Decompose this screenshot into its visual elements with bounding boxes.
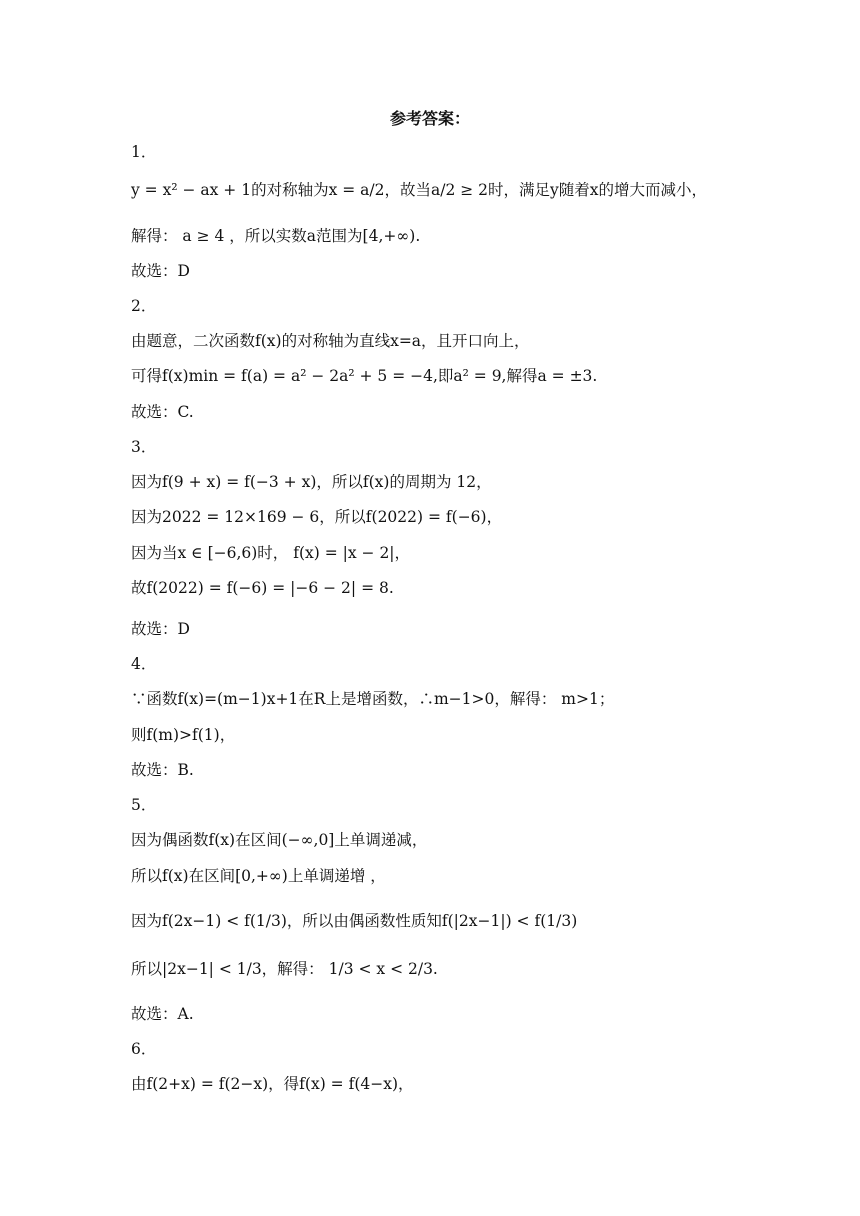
answer-line: 所以|2x−1| < 1/3，解得： 1/3 < x < 2/3.	[131, 960, 438, 978]
answer-line: 由题意，二次函数f(x)的对称轴为直线x=a，且开口向上，	[131, 332, 530, 350]
answer-line: 因为当x ∈ [−6,6)时， f(x) = |x − 2|，	[131, 544, 411, 562]
answer-line: 则f(m)>f(1)，	[131, 726, 236, 744]
answer-line: 5．	[131, 796, 157, 814]
answer-line: 4．	[131, 655, 157, 673]
answer-line: 因为2022 = 12×169 − 6，所以f(2022) = f(−6)，	[131, 508, 503, 526]
answer-line: 6．	[131, 1040, 157, 1058]
answer-line: 因为偶函数f(x)在区间(−∞,0]上单调递减，	[131, 831, 428, 849]
answer-line: 解得： a ≥ 4 ，所以实数a范围为[4,+∞).	[131, 227, 421, 245]
answer-line: 3．	[131, 438, 157, 456]
answer-line: 2．	[131, 297, 157, 315]
page-title: 参考答案：	[389, 109, 470, 128]
answer-line: 可得f(x)min = f(a) = a² − 2a² + 5 = −4,即a² = 9,解得a = ±3.	[131, 367, 598, 385]
answer-line: ∵函数f(x)=(m−1)x+1在R上是增函数，∴m−1>0，解得： m>1；	[131, 690, 615, 708]
answer-line: 故选：B.	[131, 761, 194, 779]
answer-line: 故f(2022) = f(−6) = |−6 − 2| = 8.	[131, 579, 394, 597]
answer-line: 故选：C.	[131, 403, 194, 421]
answer-line: 故选：D	[131, 262, 190, 280]
answer-line: 所以f(x)在区间[0,+∞)上单调递增 ，	[131, 867, 386, 885]
answer-line: 故选：D	[131, 620, 190, 638]
answer-line: 因为f(9 + x) = f(−3 + x)，所以f(x)的周期为 12，	[131, 473, 492, 491]
answer-line: 由f(2+x) = f(2−x)，得f(x) = f(4−x)，	[131, 1075, 414, 1093]
answer-line: y = x² − ax + 1的对称轴为x = a/2，故当a/2 ≥ 2时，满足y随着x的增大而减小，	[131, 181, 708, 199]
answer-line: 因为f(2x−1) < f(1/3)，所以由偶函数性质知f(|2x−1|) < f(1/3)	[131, 912, 578, 930]
answer-line: 故选：A.	[131, 1005, 194, 1023]
answer-line: 1．	[131, 143, 157, 161]
